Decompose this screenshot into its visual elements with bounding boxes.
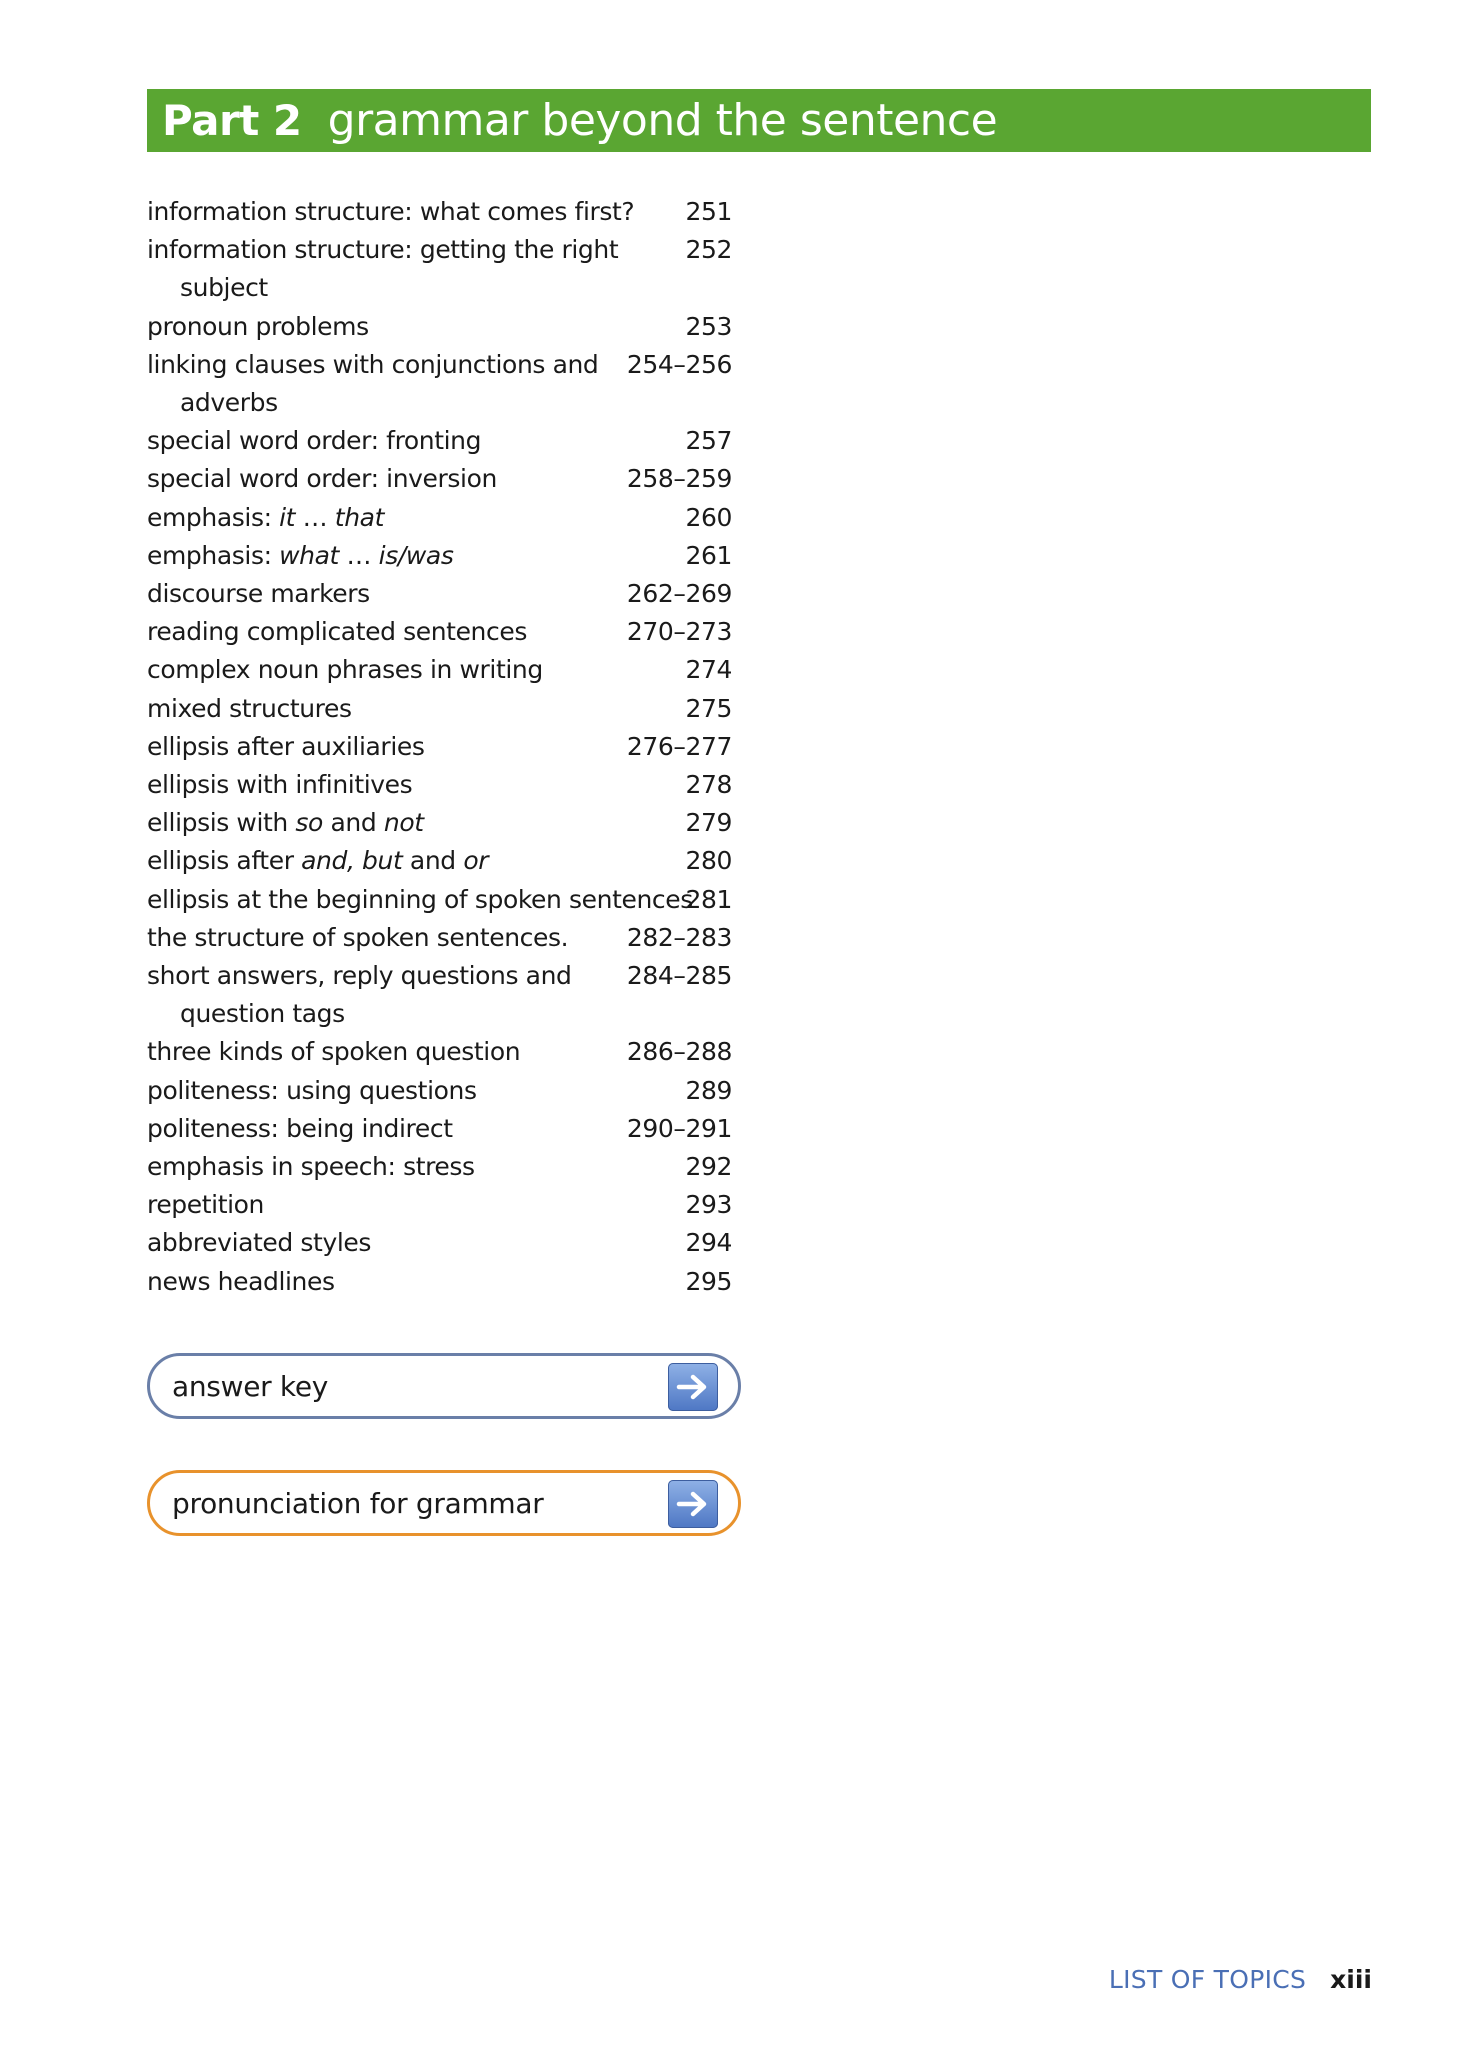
part-label: Part 2 (162, 96, 302, 145)
topic-row[interactable] (147, 804, 732, 842)
pronunciation-link[interactable] (147, 1470, 741, 1536)
topic-row[interactable] (147, 957, 732, 1033)
topic-row[interactable] (147, 766, 732, 804)
topic-pages: 251 (685, 197, 732, 226)
answer-key-arrow-button[interactable] (668, 1363, 718, 1411)
topic-pages: 275 (685, 693, 732, 723)
title-text: … (295, 502, 335, 532)
title-text-italic: is/was (378, 540, 454, 570)
title-text-italic: not (383, 808, 424, 838)
topic-row[interactable] (147, 1033, 732, 1071)
topic-pages: 274 (685, 655, 732, 685)
topic-title: linking clauses with conjunctions and adverbs (147, 349, 599, 418)
topic-title: pronoun problems (147, 311, 369, 341)
topic-pages: 258–259 (626, 464, 732, 494)
topic-pages: 286–288 (626, 1037, 732, 1067)
topic-title: news headlines (147, 1266, 335, 1296)
topic-pages: 276–277 (626, 731, 732, 761)
topic-row[interactable] (147, 1148, 732, 1186)
title-text: emphasis: (147, 502, 280, 532)
topic-pages: 270–273 (626, 617, 732, 647)
title-text: emphasis: (147, 540, 280, 570)
topic-pages: 295 (685, 1266, 732, 1296)
topic-pages: 290–291 (626, 1113, 732, 1143)
title-text-italic: so (295, 808, 323, 838)
topic-title: information structure: getting the right subject (147, 235, 619, 303)
topic-pages: 280 (685, 846, 732, 876)
title-text-italic: or (463, 846, 489, 876)
topic-pages: 279 (685, 808, 732, 838)
topic-row[interactable] (147, 1224, 732, 1262)
topic-pages: 260 (685, 502, 732, 532)
topic-pages: 257 (685, 426, 732, 456)
topic-title: short answers, reply questions and question tags (147, 961, 572, 1029)
topic-pages: 253 (685, 311, 732, 341)
topic-row[interactable] (147, 881, 732, 919)
page-footer (1109, 1965, 1372, 1994)
topic-title: reading complicated sentences (147, 617, 527, 647)
topic-row[interactable] (147, 842, 732, 880)
page-number: xiii (1330, 1965, 1372, 1994)
topic-title: politeness: being indirect (147, 1113, 453, 1143)
topic-row[interactable] (147, 499, 732, 537)
topic-title: mixed structures (147, 693, 352, 723)
topic-title: discourse markers (147, 579, 370, 609)
title-text: ellipsis with (147, 808, 296, 838)
topic-row[interactable] (147, 1186, 732, 1224)
topic-row[interactable] (147, 613, 732, 651)
title-text: and (322, 808, 384, 838)
title-text-italic: it (279, 502, 296, 532)
topic-pages: 262–269 (626, 579, 732, 609)
topic-row[interactable] (147, 193, 732, 231)
topic-pages: 281 (685, 884, 732, 914)
topic-row[interactable] (147, 690, 732, 728)
title-text-italic: that (334, 502, 384, 532)
topic-title: emphasis in speech: stress (147, 1152, 475, 1182)
topic-row[interactable] (147, 728, 732, 766)
topic-pages: 292 (685, 1152, 732, 1182)
topic-list (147, 193, 732, 1301)
topic-title: the structure of spoken sentences. (147, 922, 569, 952)
topic-title: abbreviated styles (147, 1228, 372, 1258)
topic-title: special word order: inversion (147, 464, 497, 494)
topic-row[interactable] (147, 575, 732, 613)
topic-row[interactable] (147, 308, 732, 346)
topic-pages: 293 (685, 1190, 732, 1220)
title-text: ellipsis after (147, 846, 302, 876)
topic-title: three kinds of spoken question (147, 1037, 521, 1067)
topic-row[interactable] (147, 919, 732, 957)
title-text-italic: what (279, 540, 339, 570)
topic-title: ellipsis after auxiliaries (147, 731, 425, 761)
topic-pages: 261 (685, 540, 732, 570)
topic-title (147, 499, 680, 537)
title-text: … (338, 540, 379, 570)
part-banner (147, 89, 1371, 152)
topic-title: ellipsis at the beginning of spoken sentences (147, 884, 693, 914)
arrow-right-icon (676, 1372, 710, 1402)
title-text-italic: and, but (301, 846, 403, 876)
part-subtitle: grammar beyond the sentence (327, 95, 998, 146)
pronunciation-label: pronunciation for grammar (172, 1486, 544, 1520)
topic-pages: 252 (685, 235, 732, 265)
topic-row[interactable] (147, 651, 732, 689)
topic-pages: 282–283 (626, 922, 732, 952)
topic-row[interactable] (147, 1263, 732, 1301)
topic-title (147, 537, 680, 575)
topic-title: politeness: using questions (147, 1075, 477, 1105)
topic-row[interactable] (147, 537, 732, 575)
topic-pages: 294 (685, 1228, 732, 1258)
topic-pages: 284–285 (626, 961, 732, 991)
footer-section-title: LIST OF TOPICS (1108, 1965, 1307, 1994)
topic-pages: 254–256 (626, 349, 732, 379)
topic-pages: 289 (685, 1075, 732, 1105)
topic-row[interactable] (147, 422, 732, 460)
topic-row[interactable] (147, 346, 732, 422)
answer-key-link[interactable] (147, 1353, 741, 1419)
topic-row[interactable] (147, 1110, 732, 1148)
topic-title: ellipsis with infinitives (147, 770, 413, 800)
topic-row[interactable] (147, 1072, 732, 1110)
answer-key-label: answer key (172, 1369, 329, 1403)
pronunciation-arrow-button[interactable] (668, 1480, 718, 1528)
topic-row[interactable] (147, 231, 732, 307)
title-text: and (402, 846, 464, 876)
arrow-right-icon (676, 1489, 710, 1519)
topic-title (147, 804, 680, 842)
topic-title: information structure: what comes first? (147, 197, 635, 226)
topic-title: repetition (147, 1190, 264, 1220)
topic-title: special word order: fronting (147, 426, 482, 456)
topic-title: complex noun phrases in writing (147, 655, 543, 685)
topic-pages: 278 (685, 770, 732, 800)
topic-title (147, 842, 680, 880)
topic-row[interactable] (147, 460, 732, 498)
